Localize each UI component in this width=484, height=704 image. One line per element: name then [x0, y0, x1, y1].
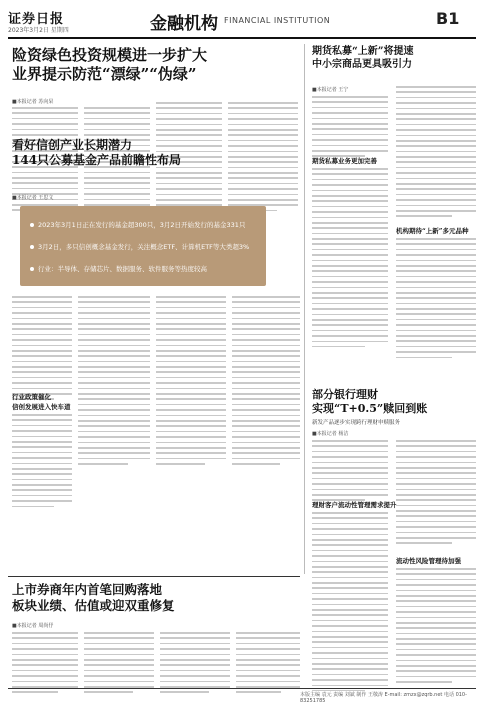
article-4-col1b [312, 512, 388, 695]
article-4-title-line1: 部分银行理财 [312, 388, 378, 401]
article-2-headline [312, 46, 478, 71]
section-title: 金融机构 [150, 14, 218, 34]
article-3-subhead-2: 信创发展进入快车道 [12, 403, 71, 411]
article-3-headline [12, 138, 300, 168]
article-2-col1b [312, 168, 388, 351]
article-4-subtitle: 新发产品逐步实现跨行理财申赎服务 [312, 419, 401, 426]
article-1-headline [12, 46, 302, 84]
article-5-col3 [160, 632, 230, 697]
article-2-subhead-2: 机构期待“上新”多元品种 [396, 227, 469, 235]
article-2-byline: ■本报记者 王宁 [312, 87, 349, 93]
article-5-byline: ■本报记者 周尚伃 [12, 623, 54, 629]
article-5-title-line1: 上市券商年内首笔回购落地 [12, 582, 163, 597]
article-5-col2 [84, 632, 154, 697]
bullet-icon [30, 223, 34, 227]
masthead [8, 6, 476, 36]
article-4-subhead-1: 理财客户流动性管理需求提升 [312, 501, 397, 509]
masthead-rule [8, 37, 476, 39]
bullet-icon [30, 267, 34, 271]
article-4-col2b [396, 568, 476, 687]
article-5-title-line2: 板块业绩、估值或迎双重修复 [12, 597, 175, 613]
article-3-col4 [232, 296, 300, 469]
article-3-col2 [78, 296, 150, 469]
article-4-byline: ■本报记者 杨洁 [312, 431, 349, 437]
article-2-col1 [312, 96, 388, 161]
article-4-title-line2: 实现“T+0.5”赎回到账 [312, 401, 428, 415]
article-3-title-line2: 144只公募基金产品前瞻性布局 [12, 153, 182, 167]
article-1-title-line2: 业界提示防范“漂绿”“伪绿” [12, 64, 197, 83]
article-3-subhead-1: 行业政策催化 [12, 393, 51, 401]
article-1-title-line1: 险资绿色投资规模进一步扩大 [12, 46, 208, 64]
newspaper-logo: 证券日报 [8, 12, 65, 27]
article-4-headline [312, 388, 478, 426]
article-2-title-line1: 期货私募“上新”将提速 [312, 46, 414, 57]
fund-summary-banner [20, 206, 266, 286]
article-2-col2 [396, 86, 476, 221]
article-3-col1 [12, 296, 72, 404]
article-3-title-line1: 看好信创产业长期潜力 [12, 138, 133, 152]
article-5-headline [12, 582, 302, 613]
page-footer: 本版主编 袁元 责编 刘斌 制作 王敬涛 E-mail: zmzx@zqrb.net 电话 010-83251785 [300, 692, 467, 704]
footer-rule [8, 688, 476, 689]
article-4-col1 [312, 440, 388, 505]
article-1-byline: ■本报记者 苏向杲 [12, 99, 54, 105]
section-title-en: FINANCIAL INSTITUTION [224, 16, 331, 25]
issue-date: 2023年3月2日 星期四 [8, 27, 69, 34]
banner-row-3: 行业：半导体、存储芯片、数据服务、软件服务等热度较高 [30, 264, 207, 273]
banner-row-2: 3月2日，多只信创概念基金发行，关注概念ETF、计算机ETF等大类超3% [30, 242, 249, 251]
article-3-col1b [12, 414, 72, 511]
article-5-col4 [236, 632, 300, 697]
banner-row-1: 2023年3月1日正在发行的基金超300只，3月2日开始发行的基金331只 [30, 220, 245, 229]
article-3-byline: ■本报记者 王思文 [12, 195, 54, 201]
article-3-col3 [156, 296, 226, 469]
article-5-col1 [12, 632, 78, 697]
article-2-col2b [396, 238, 476, 362]
article-4-col2 [396, 440, 476, 548]
page-number: B1 [436, 9, 460, 28]
article-2-title-line2: 中小宗商品更具吸引力 [312, 58, 412, 70]
bullet-icon [30, 245, 34, 249]
column-divider [304, 44, 305, 574]
article-5-top-rule [8, 576, 300, 577]
article-2-subhead-1: 期货私募业务更加完善 [312, 157, 377, 165]
article-4-subhead-2: 流动性风险管理待加强 [396, 557, 461, 565]
